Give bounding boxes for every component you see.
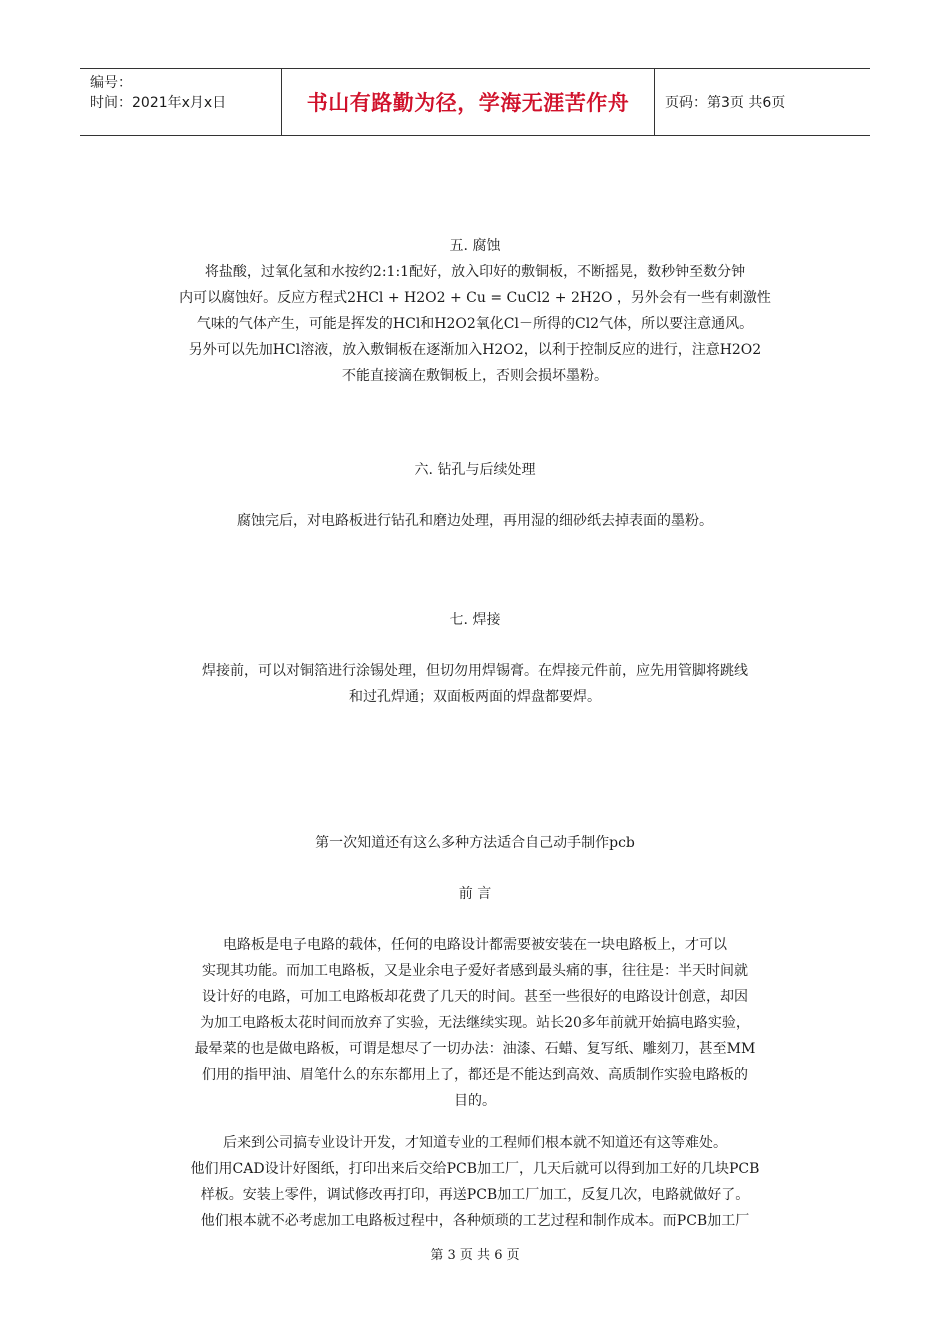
paragraph-line: 电路板是电子电路的载体，任何的电路设计都需要被安装在一块电路板上，才可以 <box>223 937 727 953</box>
header-motto: 书山有路勤为径，学海无涯苦作舟 <box>282 69 655 135</box>
section-heading: 七. 焊接 <box>449 612 501 628</box>
paragraph-line: 最晕菜的也是做电路板，可谓是想尽了一切办法：油漆、石蜡、复写纸、雕刻刀，甚至MM <box>194 1041 756 1057</box>
article-paragraph-2 <box>140 1130 810 1234</box>
paragraph-line: 后来到公司搞专业设计开发，才知道专业的工程师们根本就不知道还有这等难处。 <box>223 1135 727 1151</box>
paragraph-line: 们用的指甲油、眉笔什么的东东都用上了，都还是不能达到高效、高质制作实验电路板的 <box>202 1067 748 1083</box>
section-paragraph <box>140 658 810 710</box>
paragraph-line: 实现其功能。而加工电路板，又是业余电子爱好者感到最头痛的事，往往是：半天时间就 <box>202 963 748 979</box>
document-header <box>80 68 870 136</box>
paragraph-line: 他们用CAD设计好图纸，打印出来后交给PCB加工厂，几天后就可以得到加工好的几块PCB <box>190 1161 760 1177</box>
article-title: 第一次知道还有这么多种方法适合自己动手制作pcb <box>315 835 635 851</box>
paragraph-line: 腐蚀完后，对电路板进行钻孔和磨边处理，再用湿的细砂纸去掉表面的墨粉。 <box>237 513 713 529</box>
section-paragraph <box>140 508 810 534</box>
paragraph-line: 焊接前，可以对铜箔进行涂锡处理，但切勿用焊锡膏。在焊接元件前，应先用管脚将跳线 <box>202 663 748 679</box>
paragraph-line: 和过孔焊通；双面板两面的焊盘都要焊。 <box>349 689 601 705</box>
header-meta <box>80 69 282 135</box>
paragraph-line: 为加工电路板太花时间而放弃了实验，无法继续实现。站长20多年前就开始搞电路实验， <box>200 1015 750 1031</box>
section-heading: 五. 腐蚀 <box>449 238 501 254</box>
date-label: 时间：2021年x月x日 <box>90 95 227 111</box>
serial-label: 编号： <box>90 75 132 91</box>
paragraph-line: 气味的气体产生，可能是挥发的HCl和H2O2氧化Cl－所得的Cl2气体，所以要注意通风。 <box>196 316 754 332</box>
section-paragraph <box>140 259 810 389</box>
paragraph-line: 另外可以先加HCl溶液，放入敷铜板在逐渐加入H2O2，以利于控制反应的进行，注意H2O2 <box>188 342 762 358</box>
paragraph-line: 内可以腐蚀好。反应方程式2HCl + H2O2 + Cu = CuCl2 + 2H2O ，另外会有一些有刺激性 <box>179 290 771 306</box>
paragraph-line: 将盐酸，过氧化氢和水按约2:1:1配好，放入印好的敷铜板，不断摇晃，数秒钟至数分钟 <box>204 264 746 280</box>
paragraph-line: 不能直接滴在敷铜板上，否则会损坏墨粉。 <box>342 368 608 384</box>
preface-heading: 前 言 <box>458 886 492 902</box>
paragraph-line: 目的。 <box>454 1093 496 1109</box>
header-page-info: 页码：第3页 共6页 <box>665 95 786 111</box>
paragraph-line: 设计好的电路，可加工电路板却花费了几天的时间。甚至一些很好的电路设计创意，却因 <box>202 989 748 1005</box>
section-heading: 六. 钻孔与后续处理 <box>414 462 536 478</box>
page-footer: 第 3 页 共 6 页 <box>430 1248 520 1263</box>
paragraph-line: 他们根本就不必考虑加工电路板过程中，各种烦琐的工艺过程和制作成本。而PCB加工厂 <box>200 1213 750 1229</box>
article-paragraph-1 <box>140 932 810 1114</box>
paragraph-line: 样板。安装上零件，调试修改再打印，再送PCB加工厂加工，反复几次，电路就做好了。 <box>200 1187 750 1203</box>
